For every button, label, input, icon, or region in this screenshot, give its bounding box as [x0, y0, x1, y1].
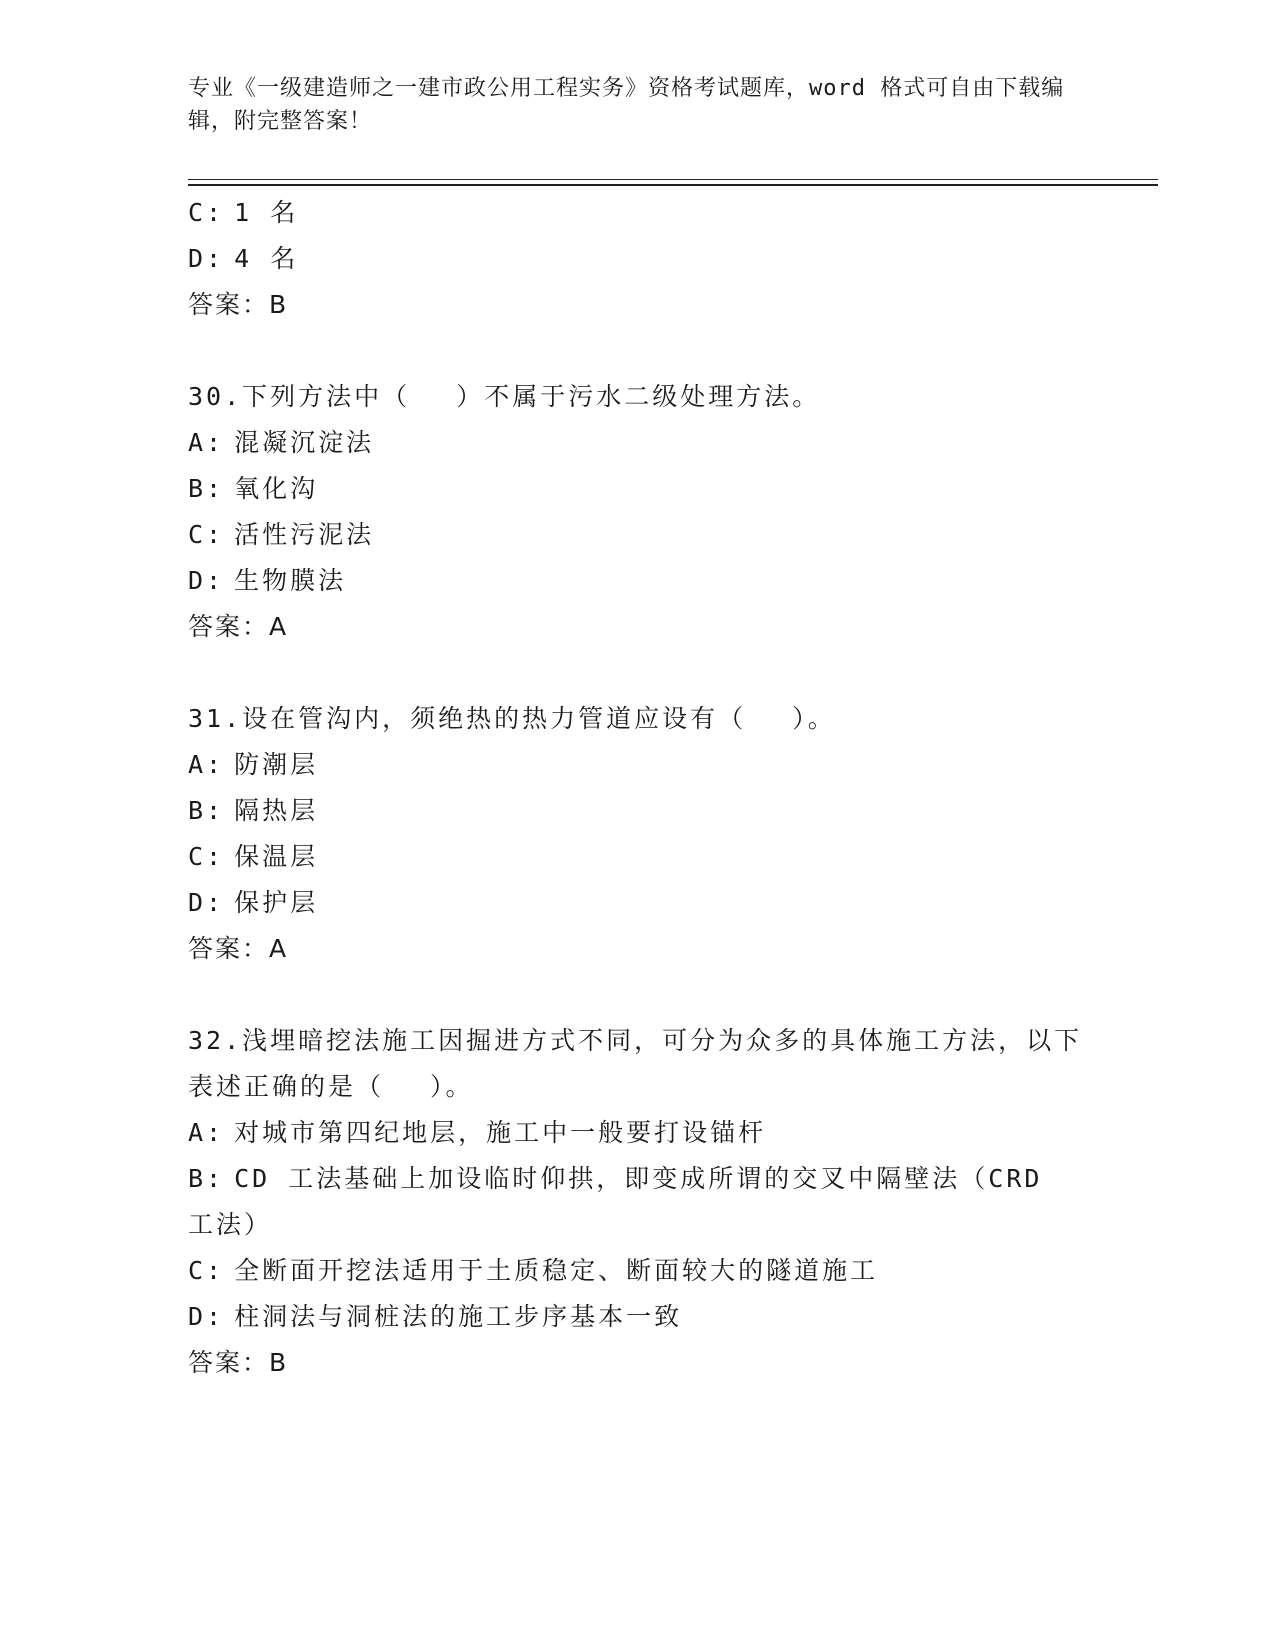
question-stem: 30.下列方法中（ ）不属于污水二级处理方法。	[188, 382, 821, 411]
option-a: A: 对城市第四纪地层，施工中一般要打设锚杆	[188, 1118, 767, 1147]
option-a: A: 防潮层	[188, 750, 319, 779]
option-c: C: 保温层	[188, 842, 319, 871]
option-a: A: 混凝沉淀法	[188, 428, 375, 457]
answer-line: 答案：A	[188, 612, 289, 641]
option-d: D: 柱洞法与洞桩法的施工步序基本一致	[188, 1302, 683, 1331]
answer-line: 答案：A	[188, 934, 289, 963]
option-c: C: 1 名	[188, 198, 299, 227]
option-c: C: 全断面开挖法适用于土质稳定、断面较大的隧道施工	[188, 1256, 879, 1285]
question-content	[188, 190, 1088, 1386]
option-b: B: CD 工法基础上加设临时仰拱，即变成所谓的交叉中隔壁法（CRD 工法）	[188, 1164, 1043, 1239]
answer-line: 答案：B	[188, 1348, 289, 1377]
answer-line: 答案：B	[188, 290, 289, 319]
question-stem: 32.浅埋暗挖法施工因掘进方式不同，可分为众多的具体施工方法，以下表述正确的是（ ）。	[188, 1026, 1083, 1101]
option-d: D: 保护层	[188, 888, 319, 917]
header-divider	[188, 179, 1158, 180]
page-header: 专业《一级建造师之一建市政公用工程实务》资格考试题库，word 格式可自由下载编辑，附完整答案！	[188, 76, 1065, 134]
option-b: B: 隔热层	[188, 796, 319, 825]
question-stem: 31.设在管沟内，须绝热的热力管道应设有（ ）。	[188, 704, 836, 733]
option-d: D: 4 名	[188, 244, 299, 273]
header-divider-thick	[188, 184, 1158, 186]
option-b: B: 氧化沟	[188, 474, 319, 503]
option-d: D: 生物膜法	[188, 566, 347, 595]
option-c: C: 活性污泥法	[188, 520, 375, 549]
